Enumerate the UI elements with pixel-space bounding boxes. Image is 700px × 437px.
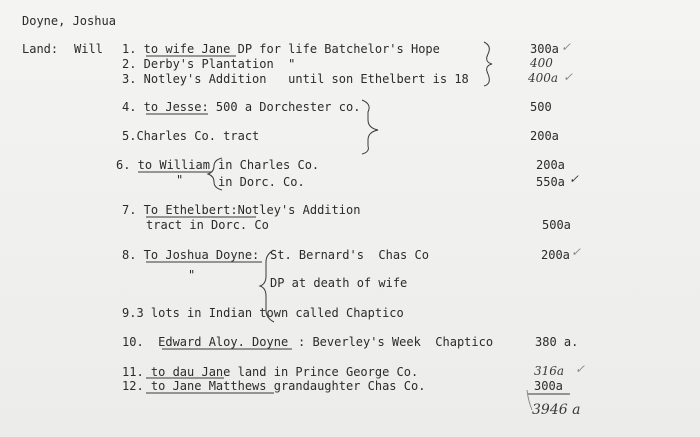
amount-10: 380 a. <box>535 335 579 349</box>
entry-3: 3. Notley's Addition until son Ethelbert is 18 <box>122 72 469 86</box>
entry-4: 4. to Jesse: 500 a Dorchester co. <box>122 100 361 114</box>
entry-6-ditto: " <box>176 173 184 187</box>
entry-10-tract: : Beverley's Week Chaptico <box>298 335 494 349</box>
amount-11: 316a <box>534 364 565 378</box>
entry-8-ditto: " <box>188 268 196 282</box>
section-label: Land: <box>22 42 59 56</box>
total-amount: 3946 a <box>532 402 581 418</box>
amount-1: 300a <box>530 42 559 56</box>
entry-2: 2. Derby's Plantation " <box>122 57 296 71</box>
section-type: Will <box>74 42 103 56</box>
amount-3: 400a <box>528 71 559 85</box>
card-name: Doyne, Joshua <box>22 14 116 28</box>
amount-6b: 550a <box>536 175 565 189</box>
check-mark-icon: ✓ <box>569 172 580 186</box>
amount-5: 200a <box>530 129 559 143</box>
check-mark-icon: ✓ <box>563 70 574 84</box>
entry-5: 5.Charles Co. tract <box>122 129 260 143</box>
entry-6-charles: in Charles Co. <box>218 158 320 172</box>
entry-1: 1. to wife Jane DP for life Batchelor's Hope <box>122 42 440 56</box>
entry-8-tract: St. Bernard's Chas Co <box>270 248 429 262</box>
amount-12: 300a <box>534 379 563 393</box>
brace-entries-4-5 <box>362 100 378 154</box>
entry-10: 10. Edward Aloy. Doyne <box>122 335 289 349</box>
brace-entries-1-3 <box>484 42 492 86</box>
amount-7: 500a <box>542 218 571 232</box>
amount-6a: 200a <box>536 158 565 172</box>
entry-6-heir: 6. to William <box>116 158 210 172</box>
entry-8: 8. To Joshua Doyne: <box>122 248 260 262</box>
entry-11: 11. to dau Jane land in Prince George Co. <box>122 365 419 379</box>
check-mark-icon: ✓ <box>571 245 582 259</box>
entry-9: 9.3 lots in Indian town called Chaptico <box>122 306 404 320</box>
entry-8-dp: DP at death of wife <box>270 276 408 290</box>
amount-4: 500 <box>530 100 552 114</box>
check-mark-icon: ✓ <box>561 40 572 54</box>
amount-8: 200a <box>541 248 570 262</box>
amount-2: 400 <box>530 56 553 70</box>
entry-6-dorc: in Dorc. Co. <box>218 175 305 189</box>
entry-12: 12. to Jane Matthews grandaughter Chas Co. <box>122 379 426 393</box>
entry-7-tract: tract in Dorc. Co <box>146 218 269 232</box>
check-mark-icon: ✓ <box>575 362 586 376</box>
entry-7: 7. To Ethelbert:Notley's Addition <box>122 203 361 217</box>
